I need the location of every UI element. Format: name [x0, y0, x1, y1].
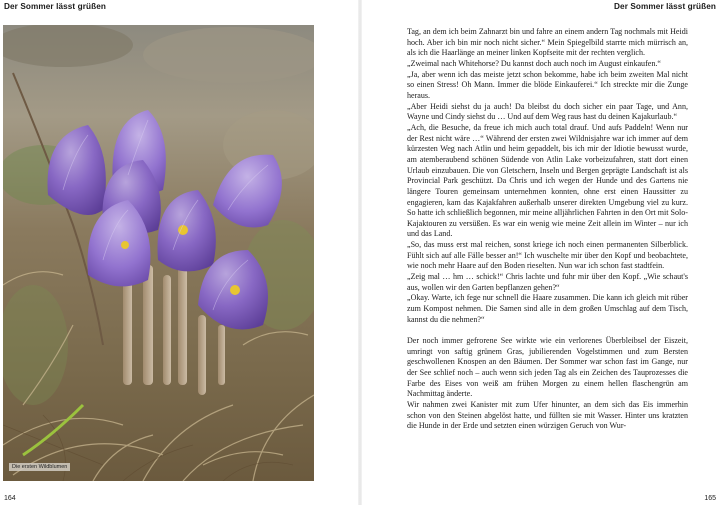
- page-number-right: 165: [704, 495, 716, 502]
- running-header-left: Der Sommer lässt grüßen: [4, 2, 106, 11]
- paragraph: „So, das muss erst mal reichen, sonst kriege ich noch einen permanenten Silberblick. Fühlt sich auf alle Fälle besser an!“ Ich wuschelte mir über den Kopf und beobachtete, wie noch mehr Haare auf den Boden rieselten. Nun war ich schon fast stadtfein.: [407, 240, 688, 271]
- flower-photo: [3, 25, 314, 481]
- paragraph: Der noch immer gefrorene See wirkte wie ein verlorenes Überbleibsel der Eiszeit, umringt von saftig grünem Gras, jubilierenden Vogelstimmen und zum Bersten geschwollenen Knospen an den Bäumen. Der Sommer war schon fast im Gange, nur der See schlief noch – auch wenn sich jeden Tag als ein Zeichen des Tauprozesses die Farbe des Eises von weiß am frühen Morgen zu einem hellen flaschengrün am Nachmittag änderte.: [407, 335, 688, 399]
- paragraph: „Okay. Warte, ich fege nur schnell die Haare zusammen. Die kann ich gleich mit rüber zum Kompost nehmen. Die Samen sind alle in dem großen Umschlag auf dem Tisch, kannst du die nehmen?“: [407, 293, 688, 324]
- paragraph: Wir nahmen zwei Kanister mit zum Ufer hinunter, an dem sich das Eis immerhin schon von den Steinen abgelöst hatte, und füllten sie mit Wasser. Hinter uns kratzten die Hunde in der Erde und setzten einen würzigen Geruch von Wur-: [407, 399, 688, 431]
- paragraph: Tag, an dem ich beim Zahnarzt bin und fahre an einem andern Tag nochmals mit Heidi hoch. Aber ich bin mir noch nicht sicher.“ Mein Spiegelbild starrte mich mürrisch an, als ich die Haarlänge an meiner linken Kopfseite mit der rechten verglich.: [407, 27, 688, 58]
- book-gutter: [358, 0, 362, 505]
- paragraph: „Aber Heidi siehst du ja auch! Da bleibst du doch sicher ein paar Tage, und Ann, Wayne und Cindy siehst du … Und auf dem Weg raus hast du deinen Kajakurlaub.“: [407, 101, 688, 122]
- paragraph: „Ach, die Besuche, da freue ich mich auch total drauf. Und aufs Paddeln! Wenn nur der Rest nicht wäre …“ Während der ersten zwei Wildnisjahre war ich immer auf dem kürzesten Weg nach Atlin und heim gepaddelt, bis ich mir der Idiotie bewusst wurde, am atemberaubend schönen Südende von Atlin Lake vorbeizufahren, statt dort einen Urlaub einzubauen. Die von Gletschern, Inseln und Bergen geprägte Landschaft ist als Provincial Park geschützt. Da Chris und ich wegen der Hunde und des Gartens nie längere Touren gemeinsam unternehmen konnten, ohne erst einen Haussitter zu engagieren, kam das Kajakfahren außerhalb unserer direkten Umgebung viel zu kurz. So hatte ich schließlich begonnen, mir meine alljährlichen Fahrten in den Ort mit Solo-Kajaktouren zu versüßen. Es war ein wenig wie meine Zeit allein im Winter – nur ich und das Land.: [407, 122, 688, 239]
- page-number-left: 164: [4, 495, 16, 502]
- paragraph: „Ja, aber wenn ich das meiste jetzt schon bekomme, habe ich beim zweiten Mal nicht so einen Stress! Oh Mann. Immer die blöde Einkauferei.“ Ich streckte mir die Zunge heraus.: [407, 69, 688, 100]
- running-header-right: Der Sommer lässt grüßen: [614, 2, 716, 11]
- photo-caption: Die ersten Wildblumen: [9, 463, 70, 471]
- paragraph: „Zweimal nach Whitehorse? Du kannst doch auch noch im August einkaufen.“: [407, 58, 661, 68]
- body-text: [407, 27, 688, 432]
- paragraph: „Zeig mal … hm … schick!“ Chris lachte und fuhr mir über den Kopf. „Wie schaut's aus, wollen wir den Garten bepflanzen gehen?“: [407, 272, 688, 292]
